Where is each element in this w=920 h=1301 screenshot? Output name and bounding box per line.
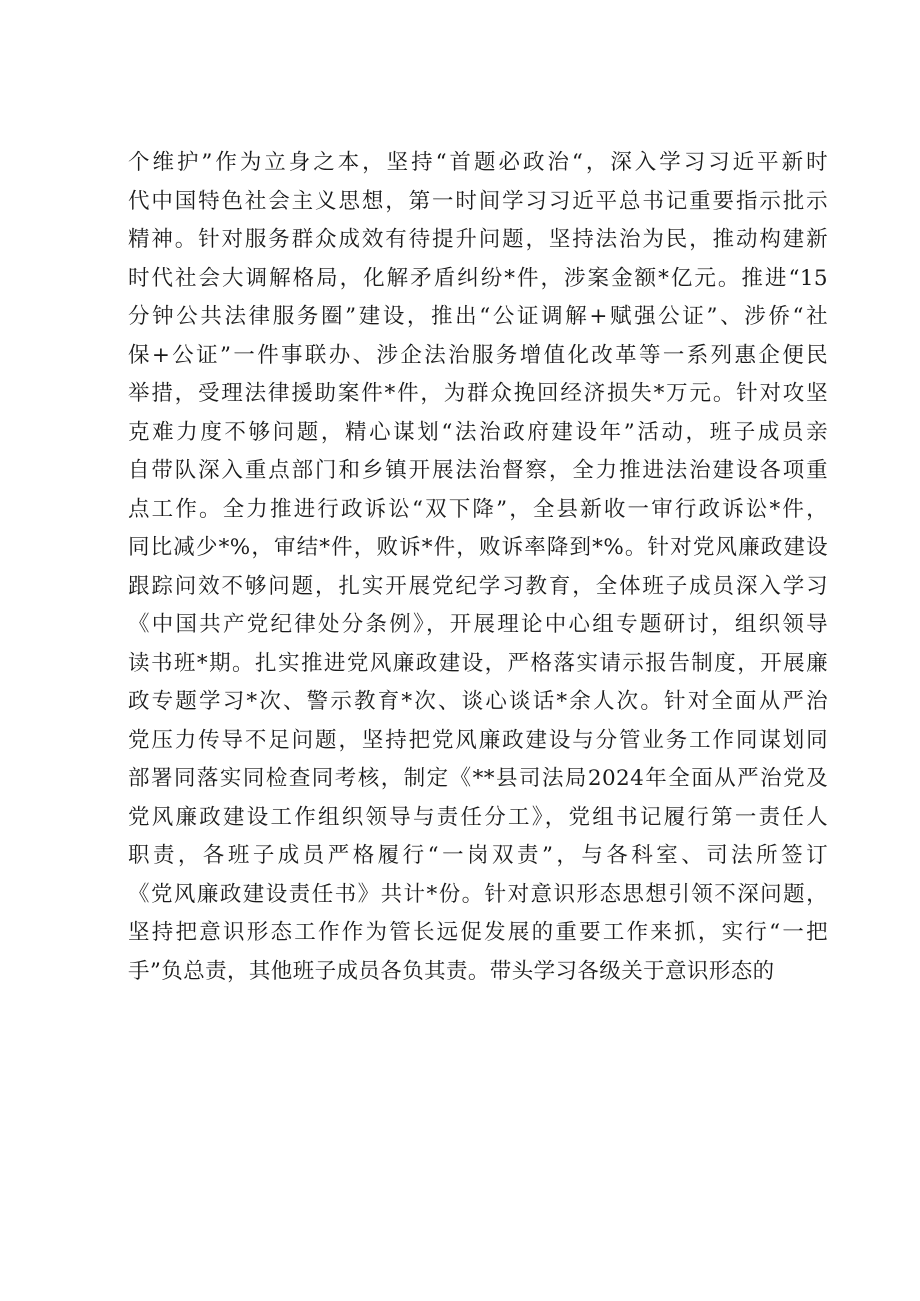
text-line: 党压力传导不足问题，坚持把党风廉政建设与分管业务工作同谋划同 [128, 727, 828, 753]
text-line: 党风廉政建设工作组织领导与责任分工》，党组书记履行第一责任人 [128, 804, 828, 830]
text-line: 克难力度不够问题，精心谋划“法治政府建设年”活动，班子成员亲 [128, 419, 828, 445]
text-line: 《中国共产党纪律处分条例》，开展理论中心组专题研讨，组织领导 [128, 612, 828, 637]
text-line: 跟踪问效不够问题，扎实开展党纪学习教育，全体班子成员深入学习 [128, 573, 828, 599]
text-line: 分钟公共法律服务圈”建设，推出“公证调解+赋强公证”、涉侨“社 [128, 304, 828, 329]
text-line: 点工作。全力推进行政诉讼“双下降”，全县新收一审行政诉讼*件， [128, 496, 828, 522]
text-line: 同比减少*%，审结*件，败诉*件，败诉率降到*%。针对党风廉政建设 [128, 535, 828, 560]
text-line: 政专题学习*次、警示教育*次、谈心谈话*余人次。针对全面从严治 [128, 689, 828, 714]
text-line: 精神。针对服务群众成效有待提升问题，坚持法治为民，推动构建新 [128, 227, 828, 252]
text-line: 读书班*期。扎实推进党风廉政建设，严格落实请示报告制度，开展廉 [128, 650, 828, 676]
text-line: 部署同落实同检查同考核，制定《**县司法局2024年全面从严治党及 [128, 766, 828, 791]
text-line: 保+公证”一件事联办、涉企法治服务增值化改革等一系列惠企便民 [128, 342, 828, 368]
text-line: 代中国特色社会主义思想，第一时间学习习近平总书记重要指示批示 [128, 188, 828, 214]
text-line: 坚持把意识形态工作作为管长远促发展的重要工作来抓，实行“一把 [128, 920, 828, 945]
body-paragraph [128, 144, 828, 991]
text-line: 举措，受理法律援助案件*件，为群众挽回经济损失*万元。针对攻坚 [128, 381, 828, 406]
text-line: 个维护”作为立身之本，坚持“首题必政治“，深入学习习近平新时 [128, 150, 828, 175]
text-line: 《党风廉政建设责任书》共计*份。针对意识形态思想引领不深问题， [128, 881, 828, 907]
text-line: 自带队深入重点部门和乡镇开展法治督察，全力推进法治建设各项重 [128, 458, 828, 483]
text-line: 职责，各班子成员严格履行“一岗双责”，与各科室、司法所签订 [128, 843, 828, 868]
text-line: 时代社会大调解格局，化解矛盾纠纷*件，涉案金额*亿元。推进“15 [128, 265, 828, 291]
text-line: 手”负总责，其他班子成员各负其责。带头学习各级关于意识形态的 [128, 958, 775, 984]
